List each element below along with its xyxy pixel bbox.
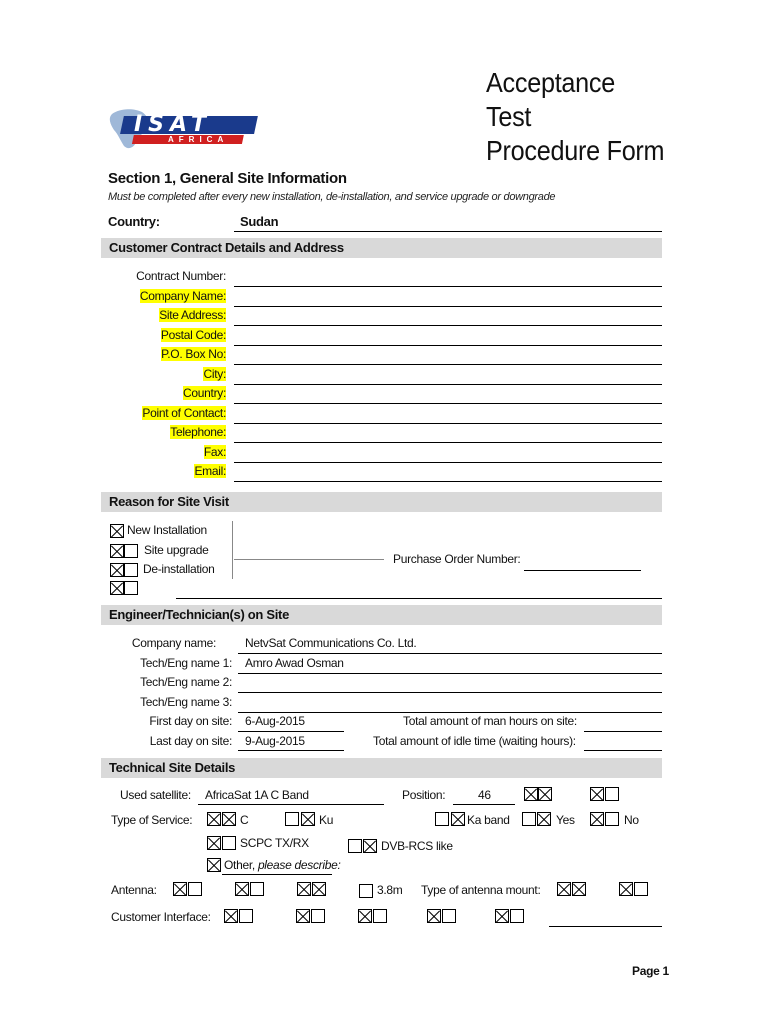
ku-band-label: Ku xyxy=(319,813,334,827)
customer-section-header xyxy=(101,238,662,258)
yes-checkbox-2[interactable] xyxy=(537,812,551,826)
country-value[interactable]: Sudan xyxy=(240,214,279,229)
customer-field-label-text: Email: xyxy=(194,464,226,478)
tech1-label: Tech/Eng name 1: xyxy=(140,656,232,670)
other-label xyxy=(224,858,341,872)
scpc-label: SCPC TX/RX xyxy=(240,836,309,850)
last-day-value[interactable]: 9-Aug-2015 xyxy=(245,734,305,748)
visit-mid-line xyxy=(234,559,384,560)
customer-field-label-text: Fax: xyxy=(203,445,226,459)
service-label: Type of Service: xyxy=(111,813,193,827)
dvb-checkbox[interactable] xyxy=(348,839,362,853)
interface-checkbox-3b[interactable] xyxy=(373,909,387,923)
interface-checkbox-2b[interactable] xyxy=(311,909,325,923)
idle-line[interactable] xyxy=(584,750,662,751)
interface-other-line[interactable] xyxy=(549,926,662,927)
technical-heading: Technical Site Details xyxy=(109,760,236,775)
logo-subtext: AFRICA xyxy=(168,135,229,144)
mount-checkbox-2[interactable] xyxy=(619,882,633,896)
site-upgrade-checkbox[interactable] xyxy=(110,544,124,558)
antenna-label: Antenna: xyxy=(111,883,157,897)
dvb-label: DVB-RCS like xyxy=(381,839,453,853)
idle-label: Total amount of idle time (waiting hours): xyxy=(373,734,576,748)
customer-field-input[interactable] xyxy=(234,423,662,424)
customer-field-input[interactable] xyxy=(234,403,662,404)
de-installation-checkbox[interactable] xyxy=(110,563,124,577)
other-line[interactable] xyxy=(222,874,332,875)
customer-field-label xyxy=(100,289,226,303)
visit-divider xyxy=(232,521,233,579)
visit-heading: Reason for Site Visit xyxy=(109,494,229,509)
technical-section-header xyxy=(101,758,662,778)
customer-field-label xyxy=(100,308,226,322)
extra-checkbox[interactable] xyxy=(110,581,124,595)
tech2-label: Tech/Eng name 2: xyxy=(140,675,232,689)
position-value[interactable]: 46 xyxy=(478,788,491,802)
customer-field-input[interactable] xyxy=(234,384,662,385)
customer-field-label-text: Telephone: xyxy=(170,425,226,439)
mount-label: Type of antenna mount: xyxy=(421,883,541,897)
antenna-size-label: 3.8m xyxy=(377,883,403,897)
man-hours-label: Total amount of man hours on site: xyxy=(403,714,577,728)
customer-field-label xyxy=(100,269,226,283)
no-checkbox-2[interactable] xyxy=(605,812,619,826)
customer-field-input[interactable] xyxy=(234,325,662,326)
po-field[interactable] xyxy=(524,570,641,571)
antenna-checkbox-3[interactable] xyxy=(297,882,311,896)
customer-field-label xyxy=(100,425,226,439)
interface-checkbox-4[interactable] xyxy=(427,909,441,923)
customer-field-label xyxy=(100,445,226,459)
yes-label: Yes xyxy=(556,813,575,827)
tech2-line[interactable] xyxy=(238,692,662,693)
ka-band-checkbox-2[interactable] xyxy=(451,812,465,826)
other-checkbox[interactable] xyxy=(207,858,221,872)
customer-field-label xyxy=(100,464,226,478)
interface-checkbox-2[interactable] xyxy=(296,909,310,923)
engineer-heading: Engineer/Technician(s) on Site xyxy=(109,607,290,622)
customer-field-input[interactable] xyxy=(234,306,662,307)
customer-field-input[interactable] xyxy=(234,442,662,443)
interface-checkbox-4b[interactable] xyxy=(442,909,456,923)
customer-field-label-text: Contract Number: xyxy=(136,269,226,283)
man-hours-line[interactable] xyxy=(584,731,662,732)
logo-wordmark: ISAT xyxy=(134,112,212,137)
title-line-2: Procedure Form xyxy=(486,135,665,166)
site-upgrade-label: Site upgrade xyxy=(144,543,209,557)
position-label: Position: xyxy=(402,788,446,802)
ku-band-checkbox-2[interactable] xyxy=(301,812,315,826)
country-label: Country: xyxy=(108,214,160,229)
country-underline xyxy=(234,231,662,232)
ka-band-label: Ka band xyxy=(467,813,510,827)
customer-field-label xyxy=(100,406,226,420)
mount-checkbox-2b[interactable] xyxy=(634,882,648,896)
page-title xyxy=(486,66,666,168)
company-logo xyxy=(106,106,264,152)
visit-section-header xyxy=(101,492,662,512)
position-checkbox-c[interactable] xyxy=(590,787,604,801)
last-day-label: Last day on site: xyxy=(149,734,232,748)
no-label: No xyxy=(624,813,639,827)
customer-field-label-text: P.O. Box No: xyxy=(161,347,226,361)
customer-field-label-text: City: xyxy=(203,367,226,381)
interface-checkbox-5b[interactable] xyxy=(510,909,524,923)
customer-heading: Customer Contract Details and Address xyxy=(109,240,344,255)
other-hint: please describe: xyxy=(257,858,341,872)
satellite-value[interactable]: AfricaSat 1A C Band xyxy=(205,788,309,802)
company-name-label: Company name: xyxy=(131,636,216,650)
engineer-section-header xyxy=(101,605,662,625)
customer-field-label-text: Site Address: xyxy=(159,308,226,322)
first-day-line xyxy=(238,731,344,732)
new-installation-label: New Installation xyxy=(127,523,207,537)
customer-field-label-text: Company Name: xyxy=(139,289,226,303)
mount-checkbox-1b[interactable] xyxy=(572,882,586,896)
customer-field-label xyxy=(100,347,226,361)
satellite-line xyxy=(198,804,384,805)
customer-field-label-text: Country: xyxy=(183,386,226,400)
interface-checkbox-1[interactable] xyxy=(224,909,238,923)
no-checkbox[interactable] xyxy=(590,812,604,826)
antenna-checkbox-2b[interactable] xyxy=(250,882,264,896)
new-installation-checkbox[interactable] xyxy=(110,524,124,538)
po-label: Purchase Order Number: xyxy=(393,552,521,566)
customer-field-input[interactable] xyxy=(234,364,662,365)
customer-field-label xyxy=(100,367,226,381)
mount-checkbox-1[interactable] xyxy=(557,882,571,896)
antenna-checkbox-3b[interactable] xyxy=(312,882,326,896)
scpc-checkbox[interactable] xyxy=(207,836,221,850)
dvb-checkbox-2[interactable] xyxy=(363,839,377,853)
yes-checkbox[interactable] xyxy=(522,812,536,826)
first-day-value[interactable]: 6-Aug-2015 xyxy=(245,714,305,728)
visit-bottom-line xyxy=(176,598,662,599)
customer-field-label xyxy=(100,386,226,400)
tech1-line xyxy=(238,673,662,674)
ka-band-checkbox[interactable] xyxy=(435,812,449,826)
customer-field-input[interactable] xyxy=(234,286,662,287)
extra-checkbox-2[interactable] xyxy=(124,581,138,595)
section-title: Section 1, General Site Information xyxy=(108,170,347,187)
antenna-checkbox-2[interactable] xyxy=(235,882,249,896)
page-number: Page 1 xyxy=(632,964,669,978)
title-line-1: Acceptance Test xyxy=(486,67,615,132)
tech1-value[interactable]: Amro Awad Osman xyxy=(245,656,344,670)
c-band-label: C xyxy=(240,813,249,827)
position-checkbox-a[interactable] xyxy=(524,787,538,801)
customer-field-label xyxy=(100,328,226,342)
antenna-checkbox-1b[interactable] xyxy=(188,882,202,896)
de-installation-checkbox-2[interactable] xyxy=(124,563,138,577)
c-band-checkbox[interactable] xyxy=(207,812,221,826)
customer-field-label-text: Point of Contact: xyxy=(142,406,226,420)
company-name-value[interactable]: NetvSat Communications Co. Ltd. xyxy=(245,636,417,650)
tech3-label: Tech/Eng name 3: xyxy=(140,695,232,709)
section-note: Must be completed after every new installation, de-installation, and service upgrade or downgrade xyxy=(108,191,556,203)
tech3-line[interactable] xyxy=(238,712,662,713)
other-text: Other, xyxy=(224,858,255,872)
position-checkbox-d[interactable] xyxy=(605,787,619,801)
company-name-line xyxy=(238,653,662,654)
position-line xyxy=(453,804,515,805)
antenna-size-checkbox[interactable] xyxy=(359,884,373,898)
customer-field-input[interactable] xyxy=(234,345,662,346)
scpc-checkbox-2[interactable] xyxy=(222,836,236,850)
customer-field-input[interactable] xyxy=(234,481,662,482)
satellite-label: Used satellite: xyxy=(120,788,191,802)
customer-field-label-text: Postal Code: xyxy=(160,328,226,342)
de-installation-label: De-installation xyxy=(143,562,215,576)
interface-label: Customer Interface: xyxy=(111,910,211,924)
interface-checkbox-3[interactable] xyxy=(358,909,372,923)
ku-band-checkbox[interactable] xyxy=(285,812,299,826)
antenna-checkbox-1[interactable] xyxy=(173,882,187,896)
last-day-line xyxy=(238,750,344,751)
c-band-checkbox-2[interactable] xyxy=(222,812,236,826)
interface-checkbox-1b[interactable] xyxy=(239,909,253,923)
interface-checkbox-5[interactable] xyxy=(495,909,509,923)
first-day-label: First day on site: xyxy=(149,714,232,728)
position-checkbox-b[interactable] xyxy=(538,787,552,801)
site-upgrade-checkbox-2[interactable] xyxy=(124,544,138,558)
customer-field-input[interactable] xyxy=(234,462,662,463)
